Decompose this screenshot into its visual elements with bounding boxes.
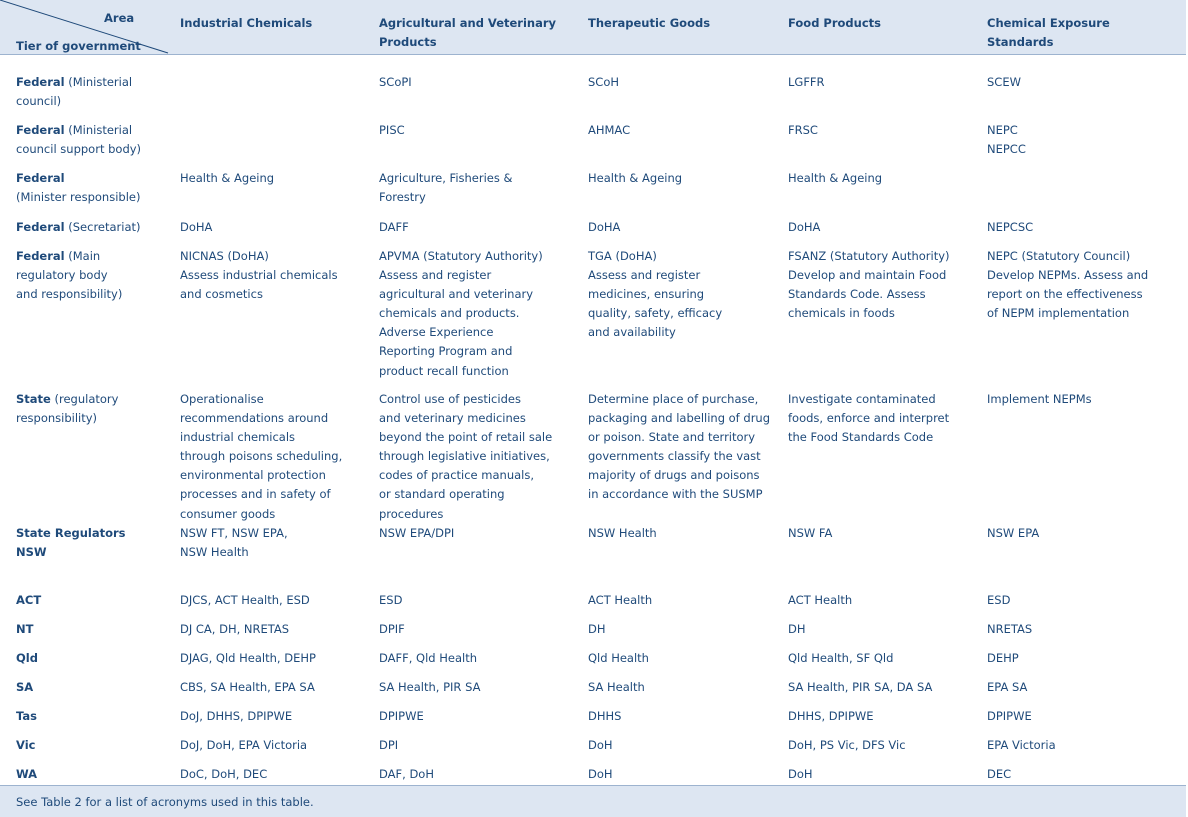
row-tier-label	[16, 707, 37, 726]
row-tier-label	[16, 591, 41, 610]
table-cell: FSANZ (Statutory Authority) Develop and maintain Food Standards Code. Assess chemicals in foods	[788, 249, 950, 321]
tier-name: Federal	[16, 123, 65, 137]
row-tier-label	[16, 524, 126, 562]
table-cell: Control use of pesticides and veterinary medicines beyond the point of retail sale through legislative initiatives, codes of practice manuals, or standard operating procedures	[379, 392, 553, 521]
tier-label: Tier of government	[16, 39, 141, 53]
table-cell: DJAG, Qld Health, DEHP	[180, 651, 316, 665]
table-cell: EPA SA	[987, 680, 1028, 694]
table-cell: ACT Health	[788, 593, 853, 607]
table-cell: TGA (DoHA) Assess and register medicines, ensuring quality, safety, efficacy and availability	[588, 249, 723, 340]
table-cell: SA Health, PIR SA, DA SA	[788, 680, 933, 694]
tier-detail: (Ministerial council)	[16, 75, 133, 109]
table-cell: Implement NEPMs	[987, 392, 1092, 406]
tier-name: Federal	[16, 75, 65, 89]
row-tier-label	[16, 736, 35, 755]
table-cell: Health & Ageing	[180, 171, 275, 185]
row-tier-label	[16, 218, 141, 237]
table-cell: ACT Health	[588, 593, 653, 607]
row-tier-label	[16, 169, 140, 207]
table-cell: DPIPWE	[987, 709, 1032, 723]
table-cell: NSW EPA	[987, 526, 1040, 540]
table-cell: Investigate contaminated foods, enforce and interpret the Food Standards Code	[788, 392, 950, 445]
table-cell: Health & Ageing	[588, 171, 683, 185]
table-cell: Qld Health	[588, 651, 649, 665]
table-cell: DoC, DoH, DEC	[180, 767, 268, 781]
table-cell: DH	[788, 622, 806, 636]
table-cell: DJCS, ACT Health, ESD	[180, 593, 310, 607]
table-cell: NSW EPA/DPI	[379, 526, 455, 540]
tier-detail: (Ministerial council support body)	[16, 123, 142, 157]
tier-name: Federal	[16, 249, 65, 263]
column-header: Food Products	[788, 16, 882, 30]
row-tier-label	[16, 649, 38, 668]
row-tier-label	[16, 121, 141, 159]
table-cell: DPIF	[379, 622, 405, 636]
table-cell: DH	[588, 622, 606, 636]
table-cell: DoH	[588, 738, 613, 752]
tier-detail: (Main regulatory body and responsibility)	[16, 249, 123, 302]
table-footnote	[0, 785, 1186, 817]
table-cell: SCoPI	[379, 75, 412, 89]
table-cell: NICNAS (DoHA) Assess industrial chemicals and cosmetics	[180, 249, 338, 302]
row-tier-label	[16, 247, 122, 304]
table-cell: SA Health	[588, 680, 645, 694]
tier-name: Federal	[16, 220, 65, 234]
row-tier-label	[16, 678, 33, 697]
table-cell: DoH	[588, 767, 613, 781]
table-cell: NEPCSC	[987, 220, 1034, 234]
table-cell: DJ CA, DH, NRETAS	[180, 622, 290, 636]
table-cell: DoH, PS Vic, DFS Vic	[788, 738, 906, 752]
table-cell: DHHS, DPIPWE	[788, 709, 874, 723]
footnote-text: See Table 2 for a list of acronyms used in this table.	[16, 795, 314, 809]
tier-name: NT	[16, 622, 34, 636]
table-cell: DoJ, DoH, EPA Victoria	[180, 738, 308, 752]
table-cell: FRSC	[788, 123, 818, 137]
table-cell: SCoH	[588, 75, 620, 89]
table-cell: LGFFR	[788, 75, 825, 89]
table-cell: DAF, DoH	[379, 767, 434, 781]
tier-name: Federal	[16, 171, 65, 185]
tier-name: WA	[16, 767, 38, 781]
table-cell: DoH	[788, 767, 813, 781]
table-cell: Determine place of purchase, packaging and labelling of drug or poison. State and territory governments classify the vast majority of drugs and poisons in accordance with the SUSMP	[588, 392, 771, 502]
table-cell: Operationalise recommendations around industrial chemicals through poisons scheduling, environmental protection processes and in safety of consumer goods	[180, 392, 343, 521]
table-cell: DoHA	[180, 220, 213, 234]
table-cell: DEC	[987, 767, 1012, 781]
tier-name: Vic	[16, 738, 36, 752]
tier-detail: (Secretariat)	[64, 220, 141, 234]
table-cell: AHMAC	[588, 123, 631, 137]
tier-name: Tas	[16, 709, 37, 723]
table-cell: NSW FT, NSW EPA, NSW Health	[180, 526, 288, 560]
area-label: Area	[104, 11, 135, 25]
table-cell: DoHA	[788, 220, 821, 234]
table-cell: NSW FA	[788, 526, 833, 540]
tier-name: Qld	[16, 651, 38, 665]
table-cell: EPA Victoria	[987, 738, 1056, 752]
table-cell: Agriculture, Fisheries & Forestry	[379, 171, 513, 205]
row-tier-label	[16, 390, 118, 428]
table-cell: SCEW	[987, 75, 1021, 89]
table-cell: DAFF	[379, 220, 409, 234]
table-cell: NSW Health	[588, 526, 657, 540]
column-header: Industrial Chemicals	[180, 16, 313, 30]
table-cell: NEPC NEPCC	[987, 123, 1026, 157]
table-header	[0, 0, 1186, 55]
table-cell: Qld Health, SF Qld	[788, 651, 894, 665]
table-cell: CBS, SA Health, EPA SA	[180, 680, 315, 694]
row-tier-label	[16, 73, 132, 111]
table-cell: DEHP	[987, 651, 1019, 665]
column-header: Therapeutic Goods	[588, 16, 711, 30]
column-header: Agricultural and Veterinary Products	[379, 16, 557, 49]
table-cell: APVMA (Statutory Authority) Assess and register agricultural and veterinary chemicals and products. Adverse Experience Reporting Program and product recall function	[379, 249, 543, 378]
table-cell: ESD	[379, 593, 403, 607]
tier-name: SA	[16, 680, 34, 694]
tier-detail: (Minister responsible)	[16, 190, 141, 205]
table-cell: DPIPWE	[379, 709, 424, 723]
row-tier-label	[16, 620, 33, 639]
table-cell: NRETAS	[987, 622, 1033, 636]
tier-name: State Regulators NSW	[16, 526, 126, 560]
tier-detail: (regulatory responsibility)	[16, 392, 119, 426]
table-cell: ESD	[987, 593, 1011, 607]
row-tier-label	[16, 765, 37, 784]
table-cell: DoJ, DHHS, DPIPWE	[180, 709, 293, 723]
table-cell: NEPC (Statutory Council) Develop NEPMs. Assess and report on the effectiveness of NEPM implementation	[987, 249, 1149, 321]
table-cell: PISC	[379, 123, 405, 137]
column-header: Chemical Exposure Standards	[987, 16, 1110, 49]
table-cell: DHHS	[588, 709, 622, 723]
table-cell: SA Health, PIR SA	[379, 680, 481, 694]
table-cell: DPI	[379, 738, 399, 752]
tier-name: ACT	[16, 593, 42, 607]
tier-name: State	[16, 392, 51, 406]
table-cell: DoHA	[588, 220, 621, 234]
table-cell: DAFF, Qld Health	[379, 651, 478, 665]
table-cell: Health & Ageing	[788, 171, 883, 185]
